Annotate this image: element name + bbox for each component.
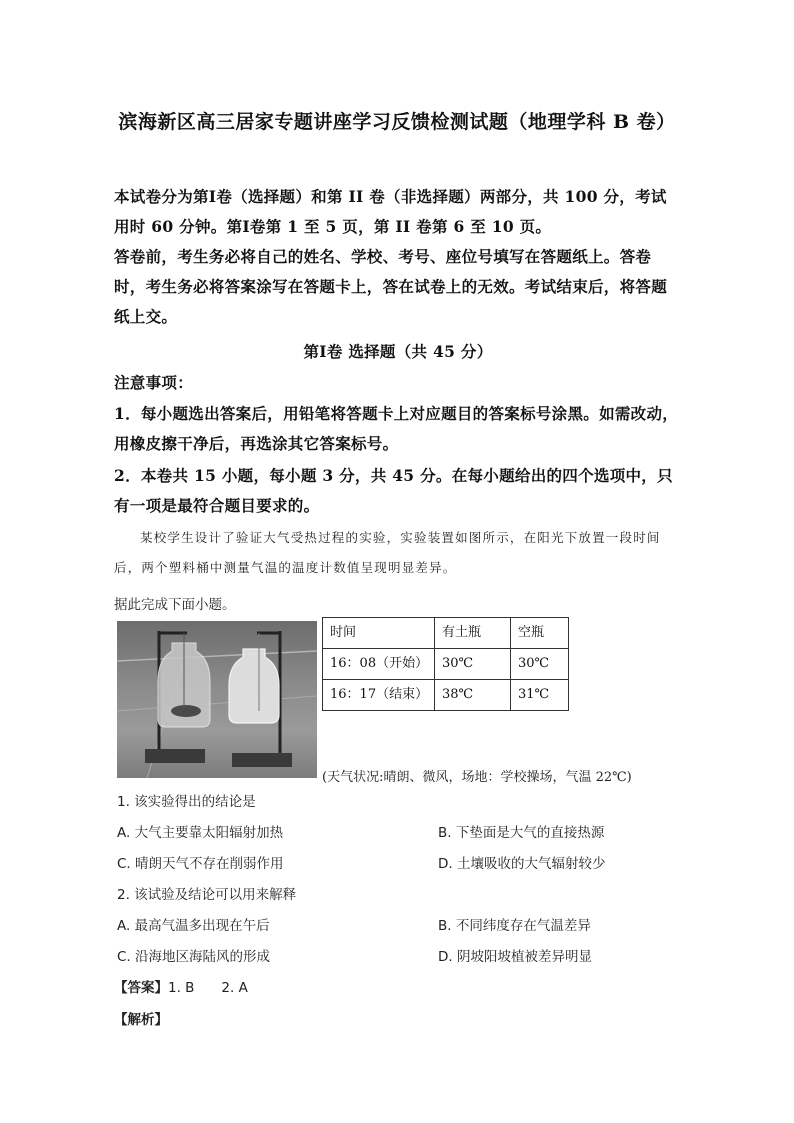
question-2-option-c: C. 沿海地区海陆风的形成 — [117, 949, 271, 965]
question-1-stem: 1. 该实验得出的结论是 — [117, 794, 256, 810]
note-2: 2．本卷共 15 小题，每小题 3 分，共 45 分。在每小题给出的四个选项中，只有一项是最符合题目要求的。 — [114, 466, 673, 515]
question-1-option-d: D. 土壤吸收的大气辐射较少 — [438, 856, 606, 872]
question-2-option-b: B. 不同纬度存在气温差异 — [438, 918, 591, 934]
answer-label: 【答案】 — [114, 980, 168, 996]
intro-paragraph-1: 本试卷分为第Ⅰ卷（选择题）和第 II 卷（非选择题）两部分，共 100 分，考试用时 60 分钟。第Ⅰ卷第 1 至 5 页，第 II 卷第 6 至 10 页。 — [114, 187, 667, 236]
question-2-stem: 2. 该试验及结论可以用来解释 — [117, 887, 297, 903]
data-table — [322, 617, 569, 711]
table-header-cell: 有土瓶 — [435, 618, 511, 649]
question-2-option-d: D. 阴坡阳坡植被差异明显 — [438, 949, 592, 965]
question-1-option-b: B. 下垫面是大气的直接热源 — [438, 825, 605, 841]
table-cell: 30℃ — [511, 649, 569, 680]
notes-heading: 注意事项： — [114, 373, 194, 392]
table-cell: 16：17（结束） — [323, 680, 435, 711]
table-cell: 30℃ — [435, 649, 511, 680]
experiment-photo — [117, 621, 317, 778]
table-cell: 38℃ — [435, 680, 511, 711]
table-header-cell: 空瓶 — [511, 618, 569, 649]
table-row — [323, 649, 569, 680]
intro-paragraph-2: 答卷前，考生务必将自己的姓名、学校、考号、座位号填写在答题纸上。答卷时，考生务必将答案涂写在答题卡上，答在试卷上的无效。考试结束后，将答题纸上交。 — [114, 247, 668, 326]
question-2-option-a: A. 最高气温多出现在午后 — [117, 918, 270, 934]
table-header-cell: 时间 — [323, 618, 435, 649]
table-cell: 31℃ — [511, 680, 569, 711]
table-row — [323, 680, 569, 711]
note-1: 1．每小题选出答案后，用铅笔将答题卡上对应题目的答案标号涂黑。如需改动，用橡皮擦干净后，再选涂其它答案标号。 — [114, 404, 679, 453]
answer-line — [114, 976, 248, 996]
experiment-intro: 某校学生设计了验证大气受热过程的实验，实验装置如图所示，在阳光下放置一段时间后，两个塑料桶中测量气温的温度计数值呈现明显差异。 — [114, 530, 661, 575]
prompt-text: 据此完成下面小题。 — [114, 597, 236, 613]
experiment-illustration — [117, 621, 317, 778]
question-1-option-a: A. 大气主要靠太阳辐射加热 — [117, 825, 284, 841]
table-header-row — [323, 618, 569, 649]
question-1-option-c: C. 晴朗天气不存在削弱作用 — [117, 856, 284, 872]
table-caption: (天气状况:晴朗、微风，场地：学校操场，气温 22℃) — [322, 770, 632, 785]
table-cell: 16：08（开始） — [323, 649, 435, 680]
answer-values: 1. B 2. A — [168, 980, 248, 996]
analysis-line — [114, 1008, 168, 1028]
document-title: 滨海新区高三居家专题讲座学习反馈检测试题（地理学科 B 卷） — [118, 111, 676, 133]
section-title: 第Ⅰ卷 选择题（共 45 分） — [303, 342, 493, 361]
analysis-label: 【解析】 — [114, 1012, 168, 1028]
